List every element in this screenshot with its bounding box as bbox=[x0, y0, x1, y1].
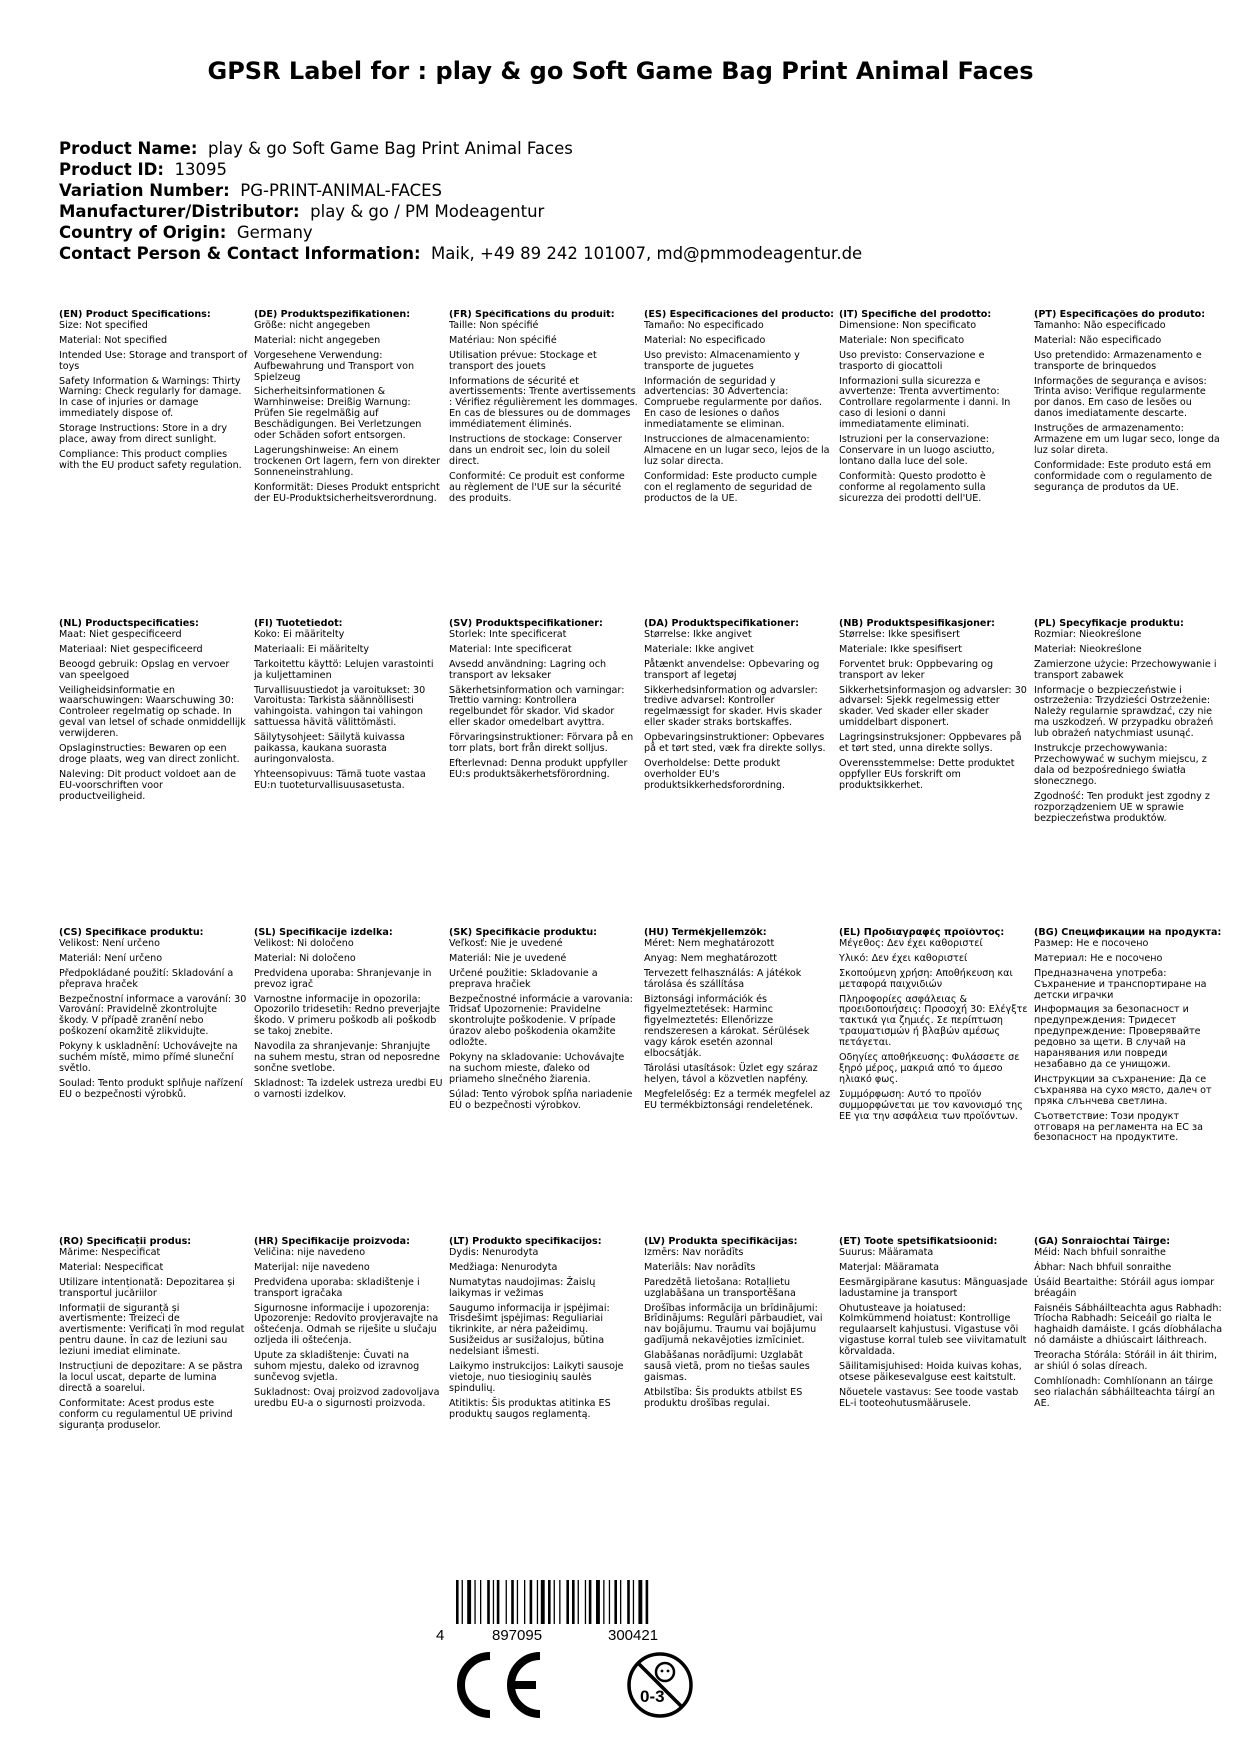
spec-paragraph: Σκοπούμενη χρήση: Αποθήκευση και μεταφορά παιχνιδιών bbox=[839, 967, 1013, 990]
spec-section-heading: (EL) Προδιαγραφές προϊόντος: bbox=[839, 928, 1005, 938]
spec-section-heading: (SV) Produktspecifikationer: bbox=[449, 619, 603, 629]
spec-section bbox=[839, 928, 1034, 1237]
spec-section-heading: (BG) Спецификации на продукта: bbox=[1034, 928, 1222, 938]
barcode-bar bbox=[506, 1580, 507, 1624]
spec-paragraph: Navodila za shranjevanje: Shranjujte na suhem mestu, stran od neposredne sončne svetlobe. bbox=[254, 1041, 441, 1074]
barcode-bar bbox=[541, 1580, 545, 1624]
spec-section-heading: (HR) Specifikacije proizvoda: bbox=[254, 1237, 410, 1247]
barcode-bar bbox=[603, 1580, 604, 1624]
spec-section-heading: (IT) Specifiche del prodotto: bbox=[839, 310, 992, 320]
barcode-bar bbox=[537, 1580, 538, 1624]
spec-section-heading: (GA) Sonraíochtaí Táirge: bbox=[1034, 1237, 1171, 1247]
spec-paragraph: Drošības informācija un brīdinājumi: Brīdinājums: Regulāri pārbaudiet, vai nav bojājumu. Traumu vai bojājumu gadījumā nekavējoties izmīciniet. bbox=[644, 1302, 823, 1347]
barcode-bar bbox=[456, 1580, 459, 1624]
spec-paragraph: Informacje o bezpieczeństwie i ostrzeżenia: Trzydzieści Ostrzeżenie: Należy regularnie sprawdzać, czy nie ma uszkodzeń. W przypadku obrażeń lub obrażeń natychmiast usunąć. bbox=[1034, 684, 1214, 740]
spec-paragraph: Numatytas naudojimas: Žaislų laikymas ir vežimas bbox=[449, 1276, 596, 1299]
spec-section bbox=[449, 928, 644, 1237]
spec-paragraph: Veiligheidsinformatie en waarschuwingen: Waarschuwing 30: Controleer regelmatig op schade. In geval van letsel of schade onmiddellijk verwijderen. bbox=[59, 684, 246, 740]
spec-section bbox=[839, 619, 1034, 928]
spec-paragraph: Informații de siguranță și avertismente: Treizeci de avertismente: Verificați în mod regulat pentru daune. În caz de leziuni sau leziuni imediat eliminate. bbox=[59, 1302, 245, 1358]
spec-paragraph: Compliance: This product complies with the EU product safety regulation. bbox=[59, 448, 242, 471]
barcode-bar bbox=[638, 1580, 642, 1624]
spec-paragraph: Instructions de stockage: Conserver dans un endroit sec, loin du soleil direct. bbox=[449, 434, 622, 467]
spec-paragraph: Συμμόρφωση: Αυτό το προϊόν συμμορφώνεται με τον κανονισμό της ΕΕ για την ασφάλεια των προϊόντων. bbox=[839, 1088, 1023, 1122]
spec-paragraph: Предназначена употреба: Съхранение и транспортиране на детски играчки bbox=[1034, 967, 1207, 1001]
info-value: Maik, +49 89 242 101007, md@pmmodeagentur.de bbox=[431, 244, 863, 263]
spec-paragraph: Säilitamisjuhised: Hoida kuivas kohas, otsese päikesevalguse eest kaitstult. bbox=[839, 1361, 1022, 1383]
spec-paragraph: Méid: Nach bhfuil sonraithe bbox=[1034, 1246, 1166, 1258]
spec-grid bbox=[59, 310, 1229, 1546]
info-label: Contact Person & Contact Information: bbox=[59, 244, 421, 263]
spec-section-heading: (LT) Produkto specifikacijos: bbox=[449, 1237, 602, 1247]
spec-paragraph: Säkerhetsinformation och varningar: Trettio varning: Kontrollera regelbundet för skador. Vid skador eller skador omedelbart avyttra. bbox=[449, 684, 625, 729]
barcode-bar bbox=[589, 1580, 592, 1624]
product-name-row bbox=[59, 138, 862, 159]
age-warning-label: 0-3 bbox=[640, 1687, 665, 1706]
spec-section bbox=[1034, 619, 1229, 928]
info-label: Product Name: bbox=[59, 139, 198, 158]
spec-paragraph: Materiál: Není určeno bbox=[59, 952, 163, 964]
spec-section-heading: (NB) Produktspesifikasjoner: bbox=[839, 619, 996, 629]
spec-paragraph: Predviđena uporaba: skladištenje i transport igračaka bbox=[254, 1276, 420, 1299]
barcode-bar bbox=[524, 1580, 525, 1624]
manufacturer-row bbox=[59, 201, 862, 222]
spec-paragraph: Informações de segurança e avisos: Trinta aviso: Verifique regularmente por danos. Em caso de lesões ou danos imediatamente descarte. bbox=[1034, 375, 1207, 420]
barcode-bar bbox=[530, 1580, 533, 1624]
spec-section-heading: (DA) Produktspecifikationer: bbox=[644, 619, 799, 629]
spec-section bbox=[644, 928, 839, 1237]
barcode-bar bbox=[609, 1580, 610, 1624]
spec-paragraph: Sicherheitsinformationen & Warnhinweise: Dreißig Warnung: Prüfen Sie regelmäßig auf Beschädigungen. Bei Verletzungen oder Schäden sofort entsorgen. bbox=[254, 386, 422, 442]
spec-paragraph: Eesmärgipärane kasutus: Mänguasjade ladustamine ja transport bbox=[839, 1276, 1028, 1299]
barcode-bar bbox=[620, 1580, 621, 1624]
spec-paragraph: Materiale: Non specificato bbox=[839, 334, 965, 346]
spec-paragraph: Sikkerhetsinformasjon og advarsler: 30 advarsel: Sjekk regelmessig etter skader. Ved skader eller skader umiddelbart disponert. bbox=[839, 684, 1027, 729]
spec-paragraph: Veličina: nije navedeno bbox=[254, 1246, 366, 1258]
spec-paragraph: Инструкции за съхранение: Да се съхранява на сухо място, далеч от пряка слънчева светлина. bbox=[1034, 1073, 1212, 1107]
spec-paragraph: Laikymo instrukcijos: Laikyti sausoje vietoje, nuo tiesioginių saulės spindulių. bbox=[449, 1361, 624, 1394]
info-label: Product ID: bbox=[59, 160, 164, 179]
spec-paragraph: Opbevaringsinstruktioner: Opbevares på et tørt sted, væk fra direkte sollys. bbox=[644, 732, 826, 755]
contact-row bbox=[59, 243, 862, 264]
spec-paragraph: Size: Not specified bbox=[59, 319, 148, 331]
spec-paragraph: Tarkoitettu käyttö: Lelujen varastointi ja kuljettaminen bbox=[254, 658, 434, 681]
spec-paragraph: Treoracha Stórála: Stóráil in áit thirim, ar shiúl ó solas díreach. bbox=[1034, 1350, 1218, 1373]
spec-section-heading: (ES) Especificaciones del producto: bbox=[644, 310, 835, 320]
spec-section-heading: (ET) Toote spetsifikatsioonid: bbox=[839, 1237, 998, 1247]
spec-paragraph: Tamanho: Não especificado bbox=[1034, 319, 1166, 331]
spec-section bbox=[59, 619, 254, 928]
spec-paragraph: Materiaali: Ei määritelty bbox=[254, 643, 370, 655]
spec-paragraph: Instruções de armazenamento: Armazene em um lugar seco, longe da luz solar direta. bbox=[1034, 423, 1220, 456]
spec-section-heading: (NL) Productspecificaties: bbox=[59, 619, 199, 629]
spec-paragraph: Säilytysohjeet: Säilytä kuivassa paikassa, kaukana suorasta auringonvalosta. bbox=[254, 732, 405, 765]
spec-paragraph: Größe: nicht angegeben bbox=[254, 319, 371, 331]
spec-paragraph: Størrelse: Ikke spesifisert bbox=[839, 628, 960, 640]
spec-paragraph: Bezpečnostní informace a varování: 30 Varování: Pravidelně zkontrolujte škody. V případě zranění nebo poškození okamžitě zlikvidujte. bbox=[59, 993, 247, 1038]
spec-paragraph: Skladnost: Ta izdelek ustreza uredbi EU o varnosti izdelkov. bbox=[254, 1077, 443, 1100]
baby-face-icon bbox=[656, 1663, 674, 1681]
spec-paragraph: Información de seguridad y advertencias: 30 Advertencia: Compruebe regularmente por daños. En caso de lesiones o daños inmediatamente se eliminan. bbox=[644, 375, 823, 431]
barcode-bar bbox=[646, 1580, 649, 1624]
spec-paragraph: Soulad: Tento produkt splňuje nařízení EU o bezpečnosti výrobků. bbox=[59, 1077, 243, 1100]
spec-paragraph: Materijal: nije navedeno bbox=[254, 1261, 370, 1273]
spec-paragraph: Opslaginstructies: Bewaren op een droge plaats, weg van direct zonlicht. bbox=[59, 743, 240, 765]
spec-paragraph: Utilisation prévue: Stockage et transport des jouets bbox=[449, 349, 597, 372]
barcode-bar bbox=[511, 1580, 514, 1624]
spec-paragraph: Atitiktis: Šis produktas atitinka ES produktų saugos reglamentą. bbox=[449, 1397, 611, 1420]
barcode-bar bbox=[633, 1580, 634, 1624]
spec-section bbox=[59, 310, 254, 619]
spec-section bbox=[644, 619, 839, 928]
barcode-bar bbox=[497, 1580, 500, 1624]
spec-paragraph: Ábhar: Nach bhfuil sonraithe bbox=[1034, 1261, 1172, 1273]
spec-paragraph: Úsáid Beartaithe: Stóráil agus iompar bréagáin bbox=[1034, 1276, 1215, 1299]
spec-paragraph: Konformität: Dieses Produkt entspricht der EU-Produktsicherheitsverordnung. bbox=[254, 481, 440, 504]
spec-paragraph: Conformité: Ce produit est conforme au règlement de l'UE sur la sécurité des produits. bbox=[449, 470, 625, 504]
spec-section bbox=[449, 1237, 644, 1546]
spec-paragraph: Saugumo informacija ir įspėjimai: Trisdešimt įspėjimas: Reguliariai tikrinkite, ar nėra pažeidimų. Susižeidus ar susižalojus, būtina nedelsiant išmesti. bbox=[449, 1302, 610, 1358]
spec-section bbox=[1034, 928, 1229, 1237]
spec-paragraph: Koko: Ei määritelty bbox=[254, 628, 345, 640]
info-label: Variation Number: bbox=[59, 181, 230, 200]
spec-paragraph: Lagringsinstruksjoner: Oppbevares på et tørt sted, unna direkte sollys. bbox=[839, 732, 1022, 755]
spec-paragraph: Mărime: Nespecificat bbox=[59, 1246, 161, 1258]
spec-paragraph: Suurus: Määramata bbox=[839, 1246, 934, 1258]
spec-section bbox=[254, 928, 449, 1237]
spec-paragraph: Beoogd gebruik: Opslag en vervoer van speelgoed bbox=[59, 658, 230, 681]
spec-section-heading: (FI) Tuotetiedot: bbox=[254, 619, 343, 629]
spec-paragraph: Materjal: Määramata bbox=[839, 1261, 939, 1273]
spec-paragraph: Nõuetele vastavus: See toode vastab EL-i tooteohutusmäärusele. bbox=[839, 1386, 1019, 1409]
info-value: 13095 bbox=[174, 160, 227, 179]
spec-paragraph: Určené použitie: Skladovanie a preprava hračiek bbox=[449, 967, 598, 990]
info-value: Germany bbox=[236, 223, 313, 242]
barcode-bar bbox=[554, 1580, 555, 1624]
spec-section bbox=[839, 310, 1034, 619]
conformity-marks bbox=[452, 1650, 712, 1720]
spec-paragraph: Instrucțiuni de depozitare: A se păstra la locul uscat, departe de lumina directă a soarelui. bbox=[59, 1361, 243, 1394]
spec-paragraph: Faisnéis Sábháilteachta agus Rabhadh: Tríocha Rabhadh: Seiceáil go rialta le haghaidh damáiste. I gcás díobhálacha nó damáiste a dhiúscairt láithreach. bbox=[1034, 1302, 1223, 1347]
spec-paragraph: Atbilstība: Šis produkts atbilst ES produktu drošības regulai. bbox=[644, 1386, 803, 1409]
barcode-bars bbox=[456, 1580, 648, 1624]
spec-paragraph: Materiał: Nieokreślone bbox=[1034, 643, 1142, 655]
spec-section-heading: (EN) Product Specifications: bbox=[59, 310, 211, 320]
country-row bbox=[59, 222, 862, 243]
spec-paragraph: Turvallisuustiedot ja varoitukset: 30 Varoitusta: Tarkista säännöllisesti vahingoista. vahingon tai vahingon sattuessa hävitä välittömästi. bbox=[254, 684, 426, 729]
spec-paragraph: Předpokládané použití: Skladování a přeprava hraček bbox=[59, 967, 234, 990]
spec-paragraph: Uso previsto: Conservazione e trasporto di giocattoli bbox=[839, 349, 985, 372]
barcode-bar bbox=[467, 1580, 471, 1624]
spec-paragraph: Conformità: Questo prodotto è conforme al regolamento sulla sicurezza dei prodotti dell'UE. bbox=[839, 470, 986, 504]
spec-paragraph: Material: Inte specificerat bbox=[449, 643, 572, 655]
spec-paragraph: Yhteensopivuus: Tämä tuote vastaa EU:n tuoteturvallisuusasetusta. bbox=[254, 768, 426, 791]
spec-paragraph: Materiāls: Nav norādīts bbox=[644, 1261, 756, 1273]
variation-number-row bbox=[59, 180, 862, 201]
spec-paragraph: Upute za skladištenje: Čuvati na suhom mjestu, daleko od izravnog sunčevog svjetla. bbox=[254, 1350, 420, 1383]
barcode-bar bbox=[480, 1580, 481, 1624]
spec-paragraph: Материал: Не е посочено bbox=[1034, 952, 1163, 964]
spec-paragraph: Μέγεθος: Δεν έχει καθοριστεί bbox=[839, 937, 983, 949]
spec-paragraph: Uso previsto: Almacenamiento y transporte de juguetes bbox=[644, 349, 800, 372]
spec-paragraph: Biztonsági információk és figyelmeztetések: Harminc figyelmeztetés: Ellenőrizze rendszeresen a károkat. Sérülések vagy károk esetén azonnal elbocsátják. bbox=[644, 993, 810, 1060]
spec-paragraph: Efterlevnad: Denna produkt uppfyller EU:s produktsäkerhetsförordning. bbox=[449, 757, 628, 780]
spec-section-heading: (SK) Špecifikácie produktu: bbox=[449, 928, 598, 938]
spec-section-heading: (FR) Spécifications du produit: bbox=[449, 310, 615, 320]
barcode bbox=[436, 1580, 736, 1642]
info-label: Country of Origin: bbox=[59, 223, 227, 242]
spec-paragraph: Súlad: Tento výrobok spĺňa nariadenie EÚ o bezpečnosti výrobkov. bbox=[449, 1088, 633, 1111]
product-info bbox=[59, 138, 862, 264]
spec-paragraph: Avsedd användning: Lagring och transport av leksaker bbox=[449, 658, 607, 681]
spec-section bbox=[839, 1237, 1034, 1546]
spec-paragraph: Tervezett felhasználás: A játékok tárolása és szállítása bbox=[644, 967, 802, 990]
spec-section bbox=[59, 928, 254, 1237]
spec-paragraph: Intended Use: Storage and transport of toys bbox=[59, 349, 248, 372]
info-value: play & go / PM Modeagentur bbox=[310, 202, 545, 221]
spec-paragraph: Velikost: Není určeno bbox=[59, 937, 160, 949]
product-id-row bbox=[59, 159, 862, 180]
spec-paragraph: Forventet bruk: Oppbevaring og transport av leker bbox=[839, 658, 994, 681]
spec-section-heading: (DE) Produktspezifikationen: bbox=[254, 310, 411, 320]
spec-paragraph: Izmērs: Nav norādīts bbox=[644, 1246, 744, 1258]
barcode-bar bbox=[614, 1580, 617, 1624]
spec-paragraph: Pokyny k uskladnění: Uchovávejte na suchém místě, mimo přímé sluneční světlo. bbox=[59, 1041, 238, 1074]
spec-paragraph: Zgodność: Ten produkt jest zgodny z rozporządzeniem UE w sprawie bezpieczeństwa produktów. bbox=[1034, 790, 1210, 824]
spec-paragraph: Veľkosť: Nie je uvedené bbox=[449, 937, 563, 949]
spec-paragraph: Overholdelse: Dette produkt overholder EU's produktsikkerhedsforordning. bbox=[644, 757, 786, 791]
spec-paragraph: Medžiaga: Nenurodyta bbox=[449, 1261, 558, 1273]
spec-section-heading: (LV) Produkta specifikācijas: bbox=[644, 1237, 798, 1247]
spec-paragraph: Taille: Non spécifié bbox=[449, 319, 539, 331]
barcode-bar bbox=[517, 1580, 518, 1624]
spec-paragraph: Predvidena uporaba: Shranjevanje in prevoz igrač bbox=[254, 967, 432, 990]
spec-section-heading: (PT) Especificações do produto: bbox=[1034, 310, 1206, 320]
spec-paragraph: Glabāšanas norādījumi: Uzglabāt sausā vietā, prom no tiešas saules gaismas. bbox=[644, 1350, 810, 1383]
spec-paragraph: Varnostne informacije in opozorila: Opozorilo tridesetih: Redno preverjajte škodo. V primeru poškodb ali poškodb se takoj znebite. bbox=[254, 993, 441, 1038]
spec-paragraph: Lagerungshinweise: An einem trockenen Ort lagern, fern von direkter Sonneneinstrahlung. bbox=[254, 444, 441, 478]
barcode-group-2: 300421 bbox=[608, 1627, 659, 1642]
barcode-bar bbox=[474, 1580, 475, 1624]
ce-mark-icon bbox=[461, 1656, 540, 1714]
spec-paragraph: Dydis: Nenurodyta bbox=[449, 1246, 539, 1258]
spec-paragraph: Velikost: Ni določeno bbox=[254, 937, 354, 949]
barcode-digit-1: 4 bbox=[436, 1627, 445, 1642]
spec-paragraph: Istruzioni per la conservazione: Conservare in un luogo asciutto, lontano dalla luce del sole. bbox=[839, 434, 995, 467]
spec-paragraph: Storlek: Inte specificerat bbox=[449, 628, 567, 640]
spec-section bbox=[1034, 1237, 1229, 1546]
spec-paragraph: Naleving: Dit product voldoet aan de EU-voorschriften voor productveiligheid. bbox=[59, 768, 236, 802]
spec-section bbox=[254, 1237, 449, 1546]
spec-paragraph: Material: Not specified bbox=[59, 334, 168, 346]
info-value: PG-PRINT-ANIMAL-FACES bbox=[240, 181, 443, 200]
spec-section-heading: (SL) Specifikacije izdelka: bbox=[254, 928, 393, 938]
spec-paragraph: Méret: Nem meghatározott bbox=[644, 937, 775, 949]
barcode-bar bbox=[596, 1580, 600, 1624]
spec-paragraph: Safety Information & Warnings: Thirty Warning: Check regularly for damage. In case of injuries or damage immediately dispose of. bbox=[59, 375, 242, 420]
spec-section-heading: (HU) Termékjellemzők: bbox=[644, 928, 767, 938]
barcode-group-1: 897095 bbox=[492, 1627, 543, 1642]
spec-paragraph: Sigurnosne informacije i upozorenja: Upozorenje: Redovito provjeravajte na oštećenja. Odmah se riješite u slučaju ozljeda ili oštećenja. bbox=[254, 1302, 439, 1347]
spec-paragraph: Materiaal: Niet gespecificeerd bbox=[59, 643, 203, 655]
spec-paragraph: Förvaringsinstruktioner: Förvara på en torr plats, bort från direkt solljus. bbox=[449, 732, 634, 755]
spec-paragraph: Material: Não especificado bbox=[1034, 334, 1162, 346]
spec-paragraph: Materiale: Ikke spesifisert bbox=[839, 643, 963, 655]
spec-paragraph: Υλικό: Δεν έχει καθοριστεί bbox=[839, 952, 968, 964]
spec-paragraph: Materiál: Nie je uvedené bbox=[449, 952, 567, 964]
spec-section bbox=[1034, 310, 1229, 619]
spec-paragraph: Pokyny na skladovanie: Uchovávajte na suchom mieste, ďaleko od priameho slnečného žiarenia. bbox=[449, 1052, 625, 1085]
spec-paragraph: Material: Ni določeno bbox=[254, 952, 356, 964]
barcode-bar bbox=[572, 1580, 575, 1624]
spec-section bbox=[644, 310, 839, 619]
spec-paragraph: Instrukcje przechowywania: Przechowywać w suchym miejscu, z dala od bezpośredniego światła słonecznego. bbox=[1034, 743, 1207, 787]
spec-paragraph: Matériau: Non spécifié bbox=[449, 334, 557, 346]
barcode-bar bbox=[627, 1580, 630, 1624]
spec-paragraph: Информация за безопасност и предупреждения: Тридесет предупреждение: Проверявайте редовно за щети. В случай на наранявания или повреди незабавно да се унищожи. bbox=[1034, 1004, 1201, 1070]
barcode-bar bbox=[566, 1580, 569, 1624]
barcode-bar bbox=[487, 1580, 490, 1624]
spec-paragraph: Ohutusteave ja hoiatused: Kolmkümmend hoiatust: Kontrollige regulaarselt kahjustusi. Vigastuse või vigastuse korral tuleb see viivitamatult kõrvaldada. bbox=[839, 1302, 1027, 1358]
spec-paragraph: Utilizare intenționată: Depozitarea și transportul jucăriilor bbox=[59, 1276, 235, 1299]
page-title: GPSR Label for : play & go Soft Game Bag Print Animal Faces bbox=[207, 57, 1034, 85]
barcode-bar bbox=[578, 1580, 579, 1624]
spec-paragraph: Informations de sécurité et avertissements: Trente avertissements : Vérifiez régulièrement les dommages. En cas de blessures ou de dommages immédiatement éliminés. bbox=[449, 375, 638, 431]
spec-section bbox=[254, 619, 449, 928]
barcode-bar bbox=[493, 1580, 494, 1624]
spec-paragraph: Uso pretendido: Armazenamento e transporte de brinquedos bbox=[1034, 349, 1202, 372]
spec-paragraph: Dimensione: Non specificato bbox=[839, 319, 977, 331]
barcode-bar bbox=[548, 1580, 551, 1624]
spec-section bbox=[254, 310, 449, 619]
spec-section-heading: (CS) Specifikace produktu: bbox=[59, 928, 204, 938]
info-label: Manufacturer/Distributor: bbox=[59, 202, 300, 221]
spec-section-heading: (PL) Specyfikacje produktu: bbox=[1034, 619, 1184, 629]
spec-paragraph: Material: Nespecificat bbox=[59, 1261, 164, 1273]
spec-paragraph: Πληροφορίες ασφάλειας & προειδοποιήσεις: Προσοχή 30: Ελέγξτε τακτικά για ζημιές. Σε περίπτωση τραυματισμών ή βλαβών αμέσως πετάγεται. bbox=[839, 993, 1028, 1049]
spec-paragraph: Overensstemmelse: Dette produktet oppfyller EUs forskrift om produktsikkerhet. bbox=[839, 757, 1015, 791]
barcode-bar bbox=[559, 1580, 560, 1624]
spec-section-heading: (RO) Specificații produs: bbox=[59, 1237, 192, 1247]
spec-paragraph: Paredzētā lietošana: Rotaļlietu uzglabāšana un transportēšana bbox=[644, 1276, 796, 1299]
spec-paragraph: Storage Instructions: Store in a dry place, away from direct sunlight. bbox=[59, 423, 228, 446]
spec-paragraph: Conformidade: Este produto está em conformidade com o regulamento de segurança de produtos da UE. bbox=[1034, 459, 1213, 493]
spec-paragraph: Maat: Niet gespecificeerd bbox=[59, 628, 182, 640]
spec-paragraph: Съответствие: Този продукт отговаря на регламента на ЕС за безопасност на продуктите. bbox=[1034, 1110, 1203, 1144]
spec-section bbox=[59, 1237, 254, 1546]
info-value: play & go Soft Game Bag Print Animal Faces bbox=[207, 139, 573, 158]
spec-paragraph: Påtænkt anvendelse: Opbevaring og transport af legetøj bbox=[644, 658, 820, 681]
spec-paragraph: Tárolási utasítások: Üzlet egy száraz helyen, távol a közvetlen napfény. bbox=[644, 1062, 818, 1085]
spec-paragraph: Размер: Не е посочено bbox=[1034, 937, 1149, 949]
spec-paragraph: Vorgesehene Verwendung: Aufbewahrung und Transport von Spielzeug bbox=[254, 349, 415, 383]
spec-section bbox=[449, 619, 644, 928]
spec-paragraph: Material: No especificado bbox=[644, 334, 766, 346]
spec-section bbox=[644, 1237, 839, 1546]
spec-paragraph: Conformidad: Este producto cumple con el reglamento de seguridad de productos de la UE. bbox=[644, 470, 817, 504]
not-for-children-0-3-icon bbox=[629, 1654, 691, 1716]
spec-paragraph: Størrelse: Ikke angivet bbox=[644, 628, 752, 640]
spec-paragraph: Material: nicht angegeben bbox=[254, 334, 381, 346]
spec-paragraph: Bezpečnostné informácie a varovania: Tridsať Upozornenie: Pravidelne skontrolujte poškodenie. V prípade úrazov alebo poškodenia okamžite odložte. bbox=[449, 993, 633, 1049]
spec-paragraph: Informazioni sulla sicurezza e avvertenze: Trenta avvertimento: Controllare regolarmente i danni. In caso di lesioni o danni immediatamente eliminati. bbox=[839, 375, 1011, 431]
spec-paragraph: Sukladnost: Ovaj proizvod zadovoljava uredbu EU-a o sigurnosti proizvoda. bbox=[254, 1386, 440, 1409]
spec-paragraph: Instrucciones de almacenamiento: Almacene en un lugar seco, lejos de la luz solar directa. bbox=[644, 434, 830, 467]
spec-paragraph: Rozmiar: Nieokreślone bbox=[1034, 628, 1142, 640]
spec-paragraph: Anyag: Nem meghatározott bbox=[644, 952, 778, 964]
spec-section bbox=[449, 310, 644, 619]
barcode-bar bbox=[462, 1580, 463, 1624]
spec-paragraph: Materiale: Ikke angivet bbox=[644, 643, 754, 655]
spec-paragraph: Comhlíonadh: Comhlíonann an táirge seo rialachán sábháilteachta táirgí an AE. bbox=[1034, 1375, 1215, 1409]
spec-paragraph: Megfelelőség: Ez a termék megfelel az EU termékbiztonsági rendeletének. bbox=[644, 1088, 831, 1111]
spec-paragraph: Οδηγίες αποθήκευσης: Φυλάσσετε σε ξηρό μέρος, μακριά από το άμεσο ηλιακό φως. bbox=[839, 1052, 1020, 1085]
spec-paragraph: Conformitate: Acest produs este conform cu regulamentul UE privind siguranța produselor. bbox=[59, 1397, 233, 1431]
spec-paragraph: Sikkerhedsinformation og advarsler: tredive advarsel: Kontroller regelmæssigt for skader. Hvis skader eller skader straks bortskaffes. bbox=[644, 684, 823, 729]
spec-paragraph: Zamierzone użycie: Przechowywanie i transport zabawek bbox=[1034, 658, 1217, 681]
barcode-bar bbox=[585, 1580, 586, 1624]
spec-paragraph: Tamaño: No especificado bbox=[644, 319, 764, 331]
